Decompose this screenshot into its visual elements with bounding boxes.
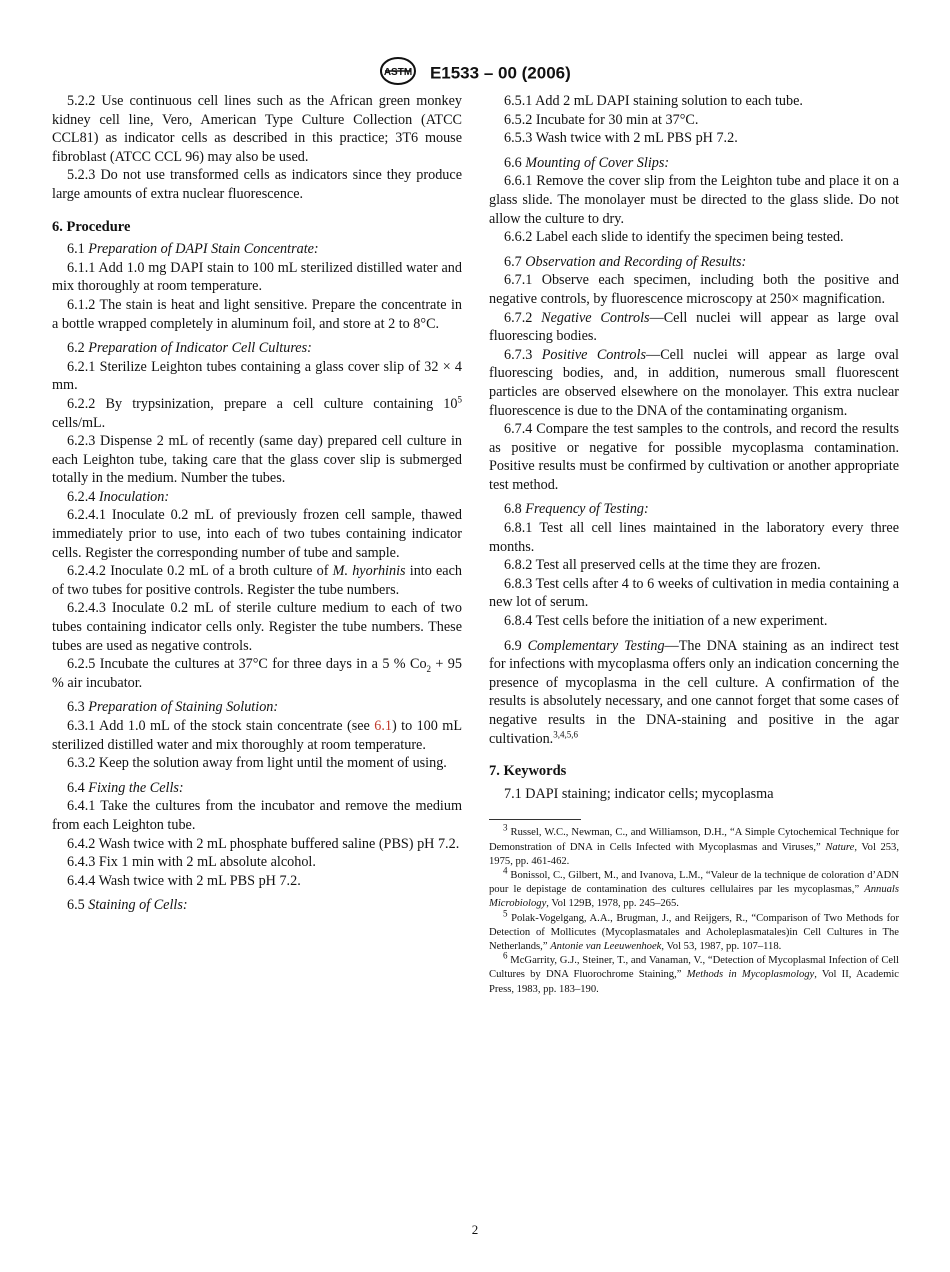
para-6-5-2: 6.5.2 Incubate for 30 min at 37°C. [504, 111, 699, 128]
para-6-3-2: 6.3.2 Keep the solution away from light until the moment of using. [67, 755, 447, 772]
subsection-6-1: 6.1 Preparation of DAPI Stain Concentrate: [67, 241, 319, 258]
para-6-4-3: 6.4.3 Fix 1 min with 2 mL absolute alcohol. [67, 854, 316, 871]
footnote-3: $^3$ Russel, W.C., Newman, C., and Williamson, D.H., “A Simple Cytochemical Technique for Demonstration of DNA in Cells Infected with Mycoplasmas and Viruses,” Nature, Vol 253, 1975, pp. 461-462. [489, 822, 899, 867]
para-6-2-4-3: 6.2.4.3 Inoculate 0.2 mL of sterile culture medium to each of two tubes containing indicator cells only. Register the tube numbers. These tubes are used as negative controls. [52, 600, 462, 654]
left-column [52, 92, 462, 915]
para-6-7-1: 6.7.1 Observe each specimen, including both the positive and negative controls, by fluorescence microscopy at 250× magnification. [489, 272, 899, 307]
para-6-6-1: 6.6.1 Remove the cover slip from the Leighton tube and place it on a glass slide. The monolayer must be directed to the glass slide. Do not allow the culture to dry. [489, 173, 899, 227]
footnote-5: $^5$ Polak-Vogelgang, A.A., Brugman, J., and Reijgers, R., “Comparison of Two Methods for Detection of Mollicutes (Mycoplasmatales and Acholeplasmatales)in Cell Cultures in The Netherlands,” Antonie van Leeuwenhoek, Vol 53, 1987, pp. 107–118. [489, 908, 899, 952]
section-6-1-link[interactable]: 6.1 [374, 718, 392, 734]
section-heading-procedure: 6. Procedure [52, 218, 131, 235]
subsection-6-5: 6.5 Staining of Cells: [67, 897, 188, 914]
para-6-5-1: 6.5.1 Add 2 mL DAPI staining solution to each tube. [504, 93, 803, 109]
para-6-4-2: 6.4.2 Wash twice with 2 mL phosphate buffered saline (PBS) pH 7.2. [67, 835, 460, 852]
footnote-6: $^6$ McGarrity, G.J., Steiner, T., and Vanaman, V., “Detection of Mycoplasmal Infection of Cell Cultures by DNA Fluorochrome Staining,” Methods in Mycoplasmology, Vol II, Academic Press, 1983, pp. 183–190. [489, 950, 899, 995]
subsection-6-4: 6.4 Fixing the Cells: [67, 779, 184, 796]
para-6-2-4-2: 6.2.4.2 Inoculate 0.2 mL of a broth culture of M. hyorhinis into each of two tubes for positive controls. Register the tube numbers. [52, 563, 462, 598]
page-number: 2 [471, 1222, 479, 1237]
para-6-2-4-1: 6.2.4.1 Inoculate 0.2 mL of previously frozen cell sample, thawed immediately prior to use, into each of two tubes containing indicator cells. Register the corresponding number of tube and sample. [52, 507, 462, 561]
footnote-ref[interactable]: 3,4,5,6 [553, 728, 578, 739]
para-6-5-3: 6.5.3 Wash twice with 2 mL PBS pH 7.2. [504, 130, 738, 147]
para-5-2-2: 5.2.2 Use continuous cell lines such as the African green monkey kidney cell line, Vero, American Type Culture Collection (ATCC CCL81) as indicator cells as described in this practice; 3T6 mouse fibroblast (ATCC CCL 96) may also be used. [52, 93, 462, 165]
subsection-6-2: 6.2 Preparation of Indicator Cell Cultures: [67, 340, 312, 357]
subsection-6-6: 6.6 Mounting of Cover Slips: [504, 154, 670, 171]
astm-logo-icon [379, 56, 417, 91]
para-6-7-3: 6.7.3 Positive Controls—Cell nuclei will appear as large oval fluorescing bodies, and, in addition, numerous small fluorescent particles are observed elsewhere on the monolayer. This extra nuclear fluorescence is due to the DNA of the contaminating organism. [489, 346, 899, 419]
para-6-7-4: 6.7.4 Compare the test samples to the controls, and record the results as positive or negative for possible mycoplasma contamination. Positive results must be confirmed by cultivation or another appropriate test method. [489, 421, 899, 493]
para-6-8-3: 6.8.3 Test cells after 4 to 6 weeks of cultivation in media containing a new lot of serum. [489, 575, 899, 611]
para-6-1-2: 6.1.2 The stain is heat and light sensitive. Prepare the concentrate in a bottle wrapped completely in aluminum foil, and store at 2 to 8°C. [52, 296, 462, 332]
svg-text:ASTM: ASTM [384, 67, 413, 78]
para-6-8-2: 6.8.2 Test all preserved cells at the time they are frozen. [504, 557, 821, 574]
para-6-3-1: 6.3.1 Add 1.0 mL of the stock stain concentrate (see 6.1) to 100 mL sterilized distilled water and mix thoroughly at room temperature. [52, 718, 462, 753]
right-column [489, 92, 899, 997]
para-6-8-4: 6.8.4 Test cells before the initiation of a new experiment. [504, 613, 828, 630]
para-6-9: 6.9 Complementary Testing—The DNA staining as an indirect test for infections with mycoplasma offers only an indication concerning the presence of mycoplasma in the cell culture. A confirmation of the results is absolutely necessary, and one cannot forget that some cases of negative results in the DNA-staining and positive in the agar cultivation.$^{3,4,5,6}$ [489, 637, 899, 747]
subsection-6-8: 6.8 Frequency of Testing: [504, 501, 649, 518]
section-heading-keywords: 7. Keywords [489, 763, 567, 780]
para-5-2-3: 5.2.3 Do not use transformed cells as indicators since they produce large amounts of extra nuclear fluorescence. [52, 167, 462, 202]
para-6-4-1: 6.4.1 Take the cultures from the incubator and remove the medium from each Leighton tube. [52, 798, 462, 833]
page-header [0, 56, 950, 91]
para-6-8-1: 6.8.1 Test all cell lines maintained in the laboratory every three months. [489, 520, 899, 555]
subsection-6-3: 6.3 Preparation of Staining Solution: [67, 699, 279, 716]
para-6-2-2: 6.2.2 By trypsinization, prepare a cell culture containing $10^5$ cells/mL. [52, 394, 462, 431]
para-6-2-3: 6.2.3 Dispense 2 mL of recently (same day) prepared cell culture in each Leighton tube, taking care that the glass cover slip is submerged totally in the medium. Number the tubes. [52, 433, 462, 487]
para-6-6-2: 6.6.2 Label each slide to identify the specimen being tested. [504, 229, 844, 246]
document-designation: E1533 – 00 (2006) [429, 63, 571, 83]
footnote-divider [489, 819, 581, 820]
subsection-6-7: 6.7 Observation and Recording of Results: [504, 253, 747, 270]
para-6-1-1: 6.1.1 Add 1.0 mg DAPI stain to 100 mL sterilized distilled water and mix thoroughly at room temperature. [52, 259, 462, 295]
para-7-1: 7.1 DAPI staining; indicator cells; mycoplasma [504, 785, 774, 802]
para-6-4-4: 6.4.4 Wash twice with 2 mL PBS pH 7.2. [67, 872, 301, 889]
footnote-4: $^4$ Bonissol, C., Gilbert, M., and Ivanova, L.M., “Valeur de la technique de coloration d’ADN pour le depistage de contamination des cultures cellulaires par les mycoplasmas,” Annuals Microbiology, Vol 129B, 1978, pp. 245–265. [489, 865, 899, 910]
para-6-2-1: 6.2.1 Sterilize Leighton tubes containing a glass cover slip of 32 × 4 mm. [52, 358, 462, 394]
para-6-2-5: 6.2.5 Incubate the cultures at 37°C for three days in a 5 % $Co_2 + 95$ % air incubator. [52, 656, 462, 691]
para-6-7-2: 6.7.2 Negative Controls—Cell nuclei will appear as large oval fluorescing bodies. [489, 309, 899, 345]
subsection-6-2-4: 6.2.4 Inoculation: [67, 488, 170, 505]
